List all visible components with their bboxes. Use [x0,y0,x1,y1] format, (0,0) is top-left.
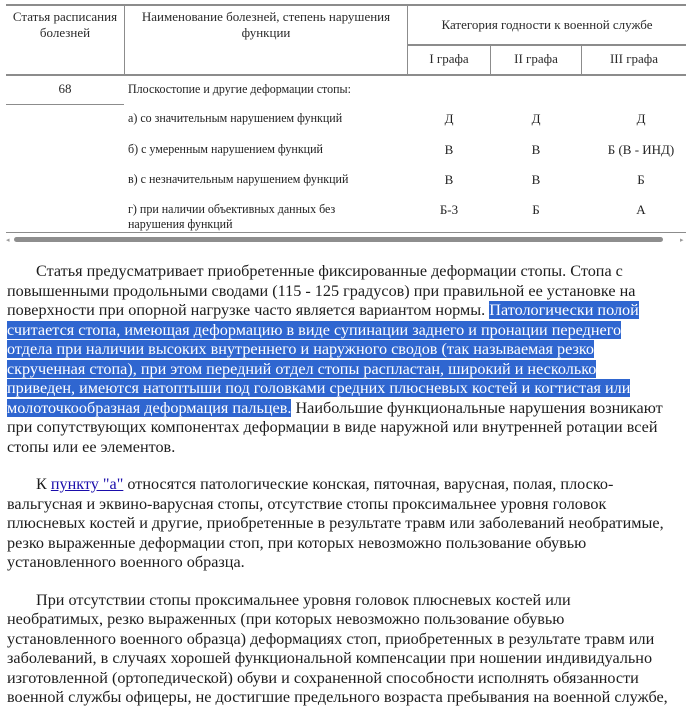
header-disease-name [125,9,407,41]
p2-line-1-rest: относятся патологические конская, пяточная, варусная, полая, плоско- [123,475,614,493]
header-fitness-category: Категория годности к военной службе [441,17,653,32]
table-header-bottom-border [6,74,686,76]
article-body [7,262,697,726]
selected-text-line[interactable]: считается стопа, имеющая деформацию в виде супинации заднего и пронации переднего [7,320,622,339]
p1-line-7 [7,379,697,399]
p1-line-4 [7,321,697,341]
table-row-b-col3: Б (В - ИНД) [607,142,675,157]
selected-text-start[interactable]: Патологически полой [489,301,639,319]
header-article-number [6,9,124,41]
p1-line-2: повышенными продольными сводами (115 - 125 градусов) при правильной ее установке на [7,281,636,300]
table-row-v-col1: В [444,172,454,187]
scroll-left-arrow-icon[interactable]: ◂ [6,236,10,244]
p1-line-3 [7,301,697,321]
p1-line-8 [7,399,697,419]
selected-text-line[interactable]: скрученная стопа), при этом передний отдел стопы распластан, широкий и несколько [7,359,597,378]
table-row-g-col1: Б-3 [439,202,459,217]
table-row-b-label: б) с умеренным нарушением функций [128,142,323,156]
paragraph-2 [7,475,697,573]
disease-schedule-table [0,0,700,250]
header-column-3: III графа [609,51,659,66]
table-top-border [6,4,686,6]
header-disease-name-line1: Наименование болезней, степень нарушения [141,9,391,24]
table-row-v-col2: В [531,172,541,187]
p2-line-1 [7,475,697,495]
selected-text-line[interactable]: отдела при наличии высоких внутреннего и наружного сводов (так называемая резко [7,340,594,358]
table-row-g-col2: Б [532,202,540,217]
scrollbar-thumb[interactable] [14,237,663,242]
p3-line-1: При отсутствии стопы проксимальнее уровня головок плюсневых костей или [36,590,571,609]
table-row-g-col3: А [636,202,646,217]
p1-line-10: стопы или ее элементов. [7,437,176,456]
table-row-a-col1: Д [444,111,454,126]
p2-prefix: К [36,475,51,493]
table-row-g-label-line1: г) при наличии объективных данных без [128,202,336,216]
p2-line-4: резко выраженные деформации стоп, при которых невозможно пользование обувью [7,533,587,552]
p1-line-9: при сопутствующих компонентах деформации в виде наружной или внутренней ротации всей [7,418,658,436]
p3-line-5: изготовленной (ортопедической) обуви и сохраненной способности исполнять обязанности [7,668,639,687]
table-row-b-col2: В [531,142,541,157]
p1-line-3-text: поверхности при опорной нагрузке часто является вариантом нормы. [7,301,490,319]
paragraph-3 [7,591,697,708]
scroll-right-arrow-icon[interactable]: ▸ [680,236,684,244]
table-row-b-col1: В [444,142,454,157]
p2-line-3: плюсневых костей и другие, приобретенные в результате травм или заболеваний необратимые, [7,514,664,532]
p1-line-6 [7,360,697,380]
p3-line-3: установленного военного образца) деформациях стоп, приобретенных в результате травм или [7,629,655,648]
horizontal-scrollbar[interactable] [0,234,700,246]
table-row-g-label-line2: нарушения функций [128,217,233,231]
table-row-g-label [128,202,335,232]
selected-text-end[interactable]: молоточкообразная деформация пальцев. [7,398,292,417]
header-column-2: II графа [514,51,558,66]
p3-line-4: заболеваний, в случаях хорошей функциональной компенсации при ношении индивидуально [7,649,653,667]
article-number: 68 [58,81,72,96]
article-cell-underline [6,104,124,105]
table-bottom-border [6,232,686,233]
table-row-a-label: а) со значительным нарушением функций [128,111,343,125]
table-row-v-label: в) с незначительным нарушением функций [128,172,349,186]
header-disease-name-line2: функции [241,25,291,40]
p3-line-6: военной службы офицеры, не достигшие предельного возраста пребывания на военной службе, [7,688,668,706]
p1-line-5 [7,340,697,360]
p2-line-5: установленного военного образца. [7,553,245,571]
p1-after-highlight: Наибольшие функциональные нарушения возникают [291,398,663,417]
header-article-number-line2: болезней [39,25,91,40]
p2-line-2: вальгусная и эквино-варусная стопы, отсутствие стопы проксимальнее уровня головок [7,494,607,513]
table-row-a-col3: Д [636,111,646,126]
p3-line-2: необратимых, резко выраженных (при которых невозможно пользование обувью [7,610,565,628]
selected-text-line[interactable]: приведен, имеются натоптыши под головками средних плюсневых костей и когтистая или [7,379,631,397]
link-punkt-a[interactable]: пункту "а" [50,475,124,493]
table-row-v-col3: Б [637,172,645,187]
header-article-number-line1: Статья расписания [12,9,118,24]
article-title: Плоскостопие и другие деформации стопы: [128,82,351,96]
table-subheader-border [408,44,686,46]
header-column-1: I графа [429,51,469,66]
paragraph-1 [7,262,697,457]
p1-line-1: Статья предусматривает приобретенные фиксированные деформации стопы. Стопа с [36,262,623,280]
table-row-a-col2: Д [531,111,541,126]
